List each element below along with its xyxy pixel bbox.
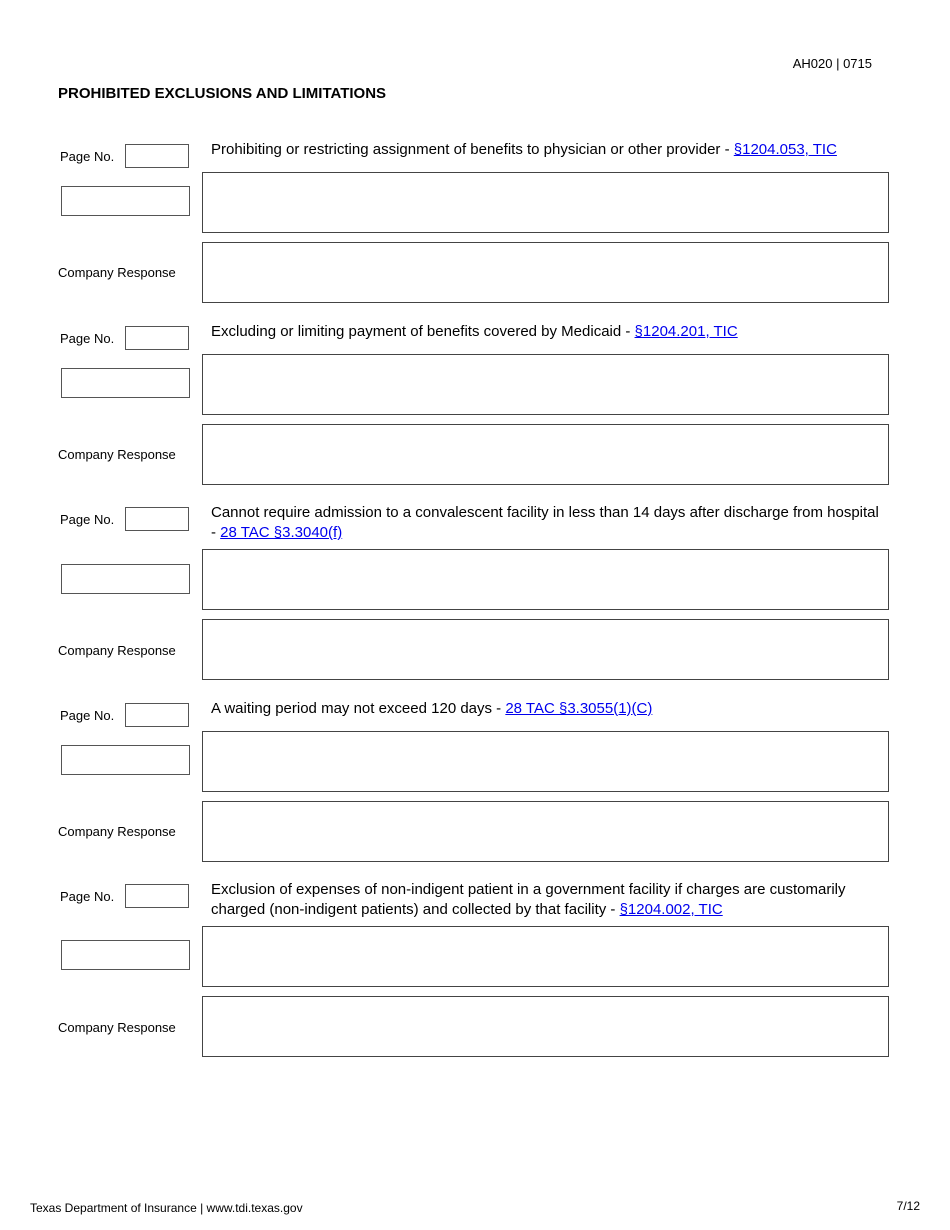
statute-link[interactable]: §1204.002, TIC [619,901,723,918]
company-response-label: Company Response [58,447,176,462]
requirement-input[interactable] [202,172,889,233]
form-id: AH020 | 0715 [792,56,872,71]
requirement-section-1 [0,140,950,310]
page-no-label: Page No. [60,149,115,164]
company-response-label: Company Response [58,265,176,280]
requirement-input[interactable] [202,731,889,792]
page-no-label: Page No. [60,331,115,346]
reference-input[interactable] [61,564,190,594]
requirement-section-2 [0,322,950,492]
reference-input[interactable] [61,745,190,775]
requirement-section-5 [0,880,950,1060]
requirement-input[interactable] [202,926,889,987]
page-no-input[interactable] [125,884,189,908]
statute-link[interactable]: 28 TAC §3.3040(f) [220,524,343,541]
page-no-input[interactable] [125,507,189,531]
company-response-input[interactable] [202,996,889,1057]
page-no-input[interactable] [125,326,189,350]
requirement-description: Exclusion of expenses of non-indigent patient in a government facility if charges are customarily charged (non-indigent patients) and collected by that facility - [211,881,846,918]
requirement-text [211,699,886,719]
requirement-text [211,322,886,342]
company-response-input[interactable] [202,801,889,862]
requirement-text [211,503,886,543]
footer-agency: Texas Department of Insurance | www.tdi.texas.gov [30,1201,303,1215]
company-response-input[interactable] [202,424,889,485]
requirement-input[interactable] [202,354,889,415]
requirement-description: Cannot require admission to a convalescent facility in less than 14 days after discharge from hospital - [211,504,879,541]
reference-input[interactable] [61,940,190,970]
page-title: PROHIBITED EXCLUSIONS AND LIMITATIONS [58,85,387,102]
reference-input[interactable] [61,186,190,216]
page-number: 7/12 [896,1199,920,1213]
statute-link[interactable]: §1204.201, TIC [634,323,738,340]
requirement-section-4 [0,699,950,869]
requirement-description: A waiting period may not exceed 120 days - [211,700,506,717]
requirement-section-3 [0,503,950,683]
page-no-label: Page No. [60,512,115,527]
company-response-label: Company Response [58,1020,176,1035]
page-no-input[interactable] [125,703,189,727]
page-no-input[interactable] [125,144,189,168]
company-response-input[interactable] [202,619,889,680]
page-no-label: Page No. [60,889,115,904]
statute-link[interactable]: 28 TAC §3.3055(1)(C) [505,700,653,717]
reference-input[interactable] [61,368,190,398]
requirement-text [211,880,886,920]
requirement-description: Excluding or limiting payment of benefits covered by Medicaid - [211,323,635,340]
requirement-input[interactable] [202,549,889,610]
company-response-input[interactable] [202,242,889,303]
company-response-label: Company Response [58,643,176,658]
company-response-label: Company Response [58,824,176,839]
statute-link[interactable]: §1204.053, TIC [733,141,837,158]
page-no-label: Page No. [60,708,115,723]
requirement-text [211,140,886,160]
requirement-description: Prohibiting or restricting assignment of benefits to physician or other provider - [211,141,734,158]
